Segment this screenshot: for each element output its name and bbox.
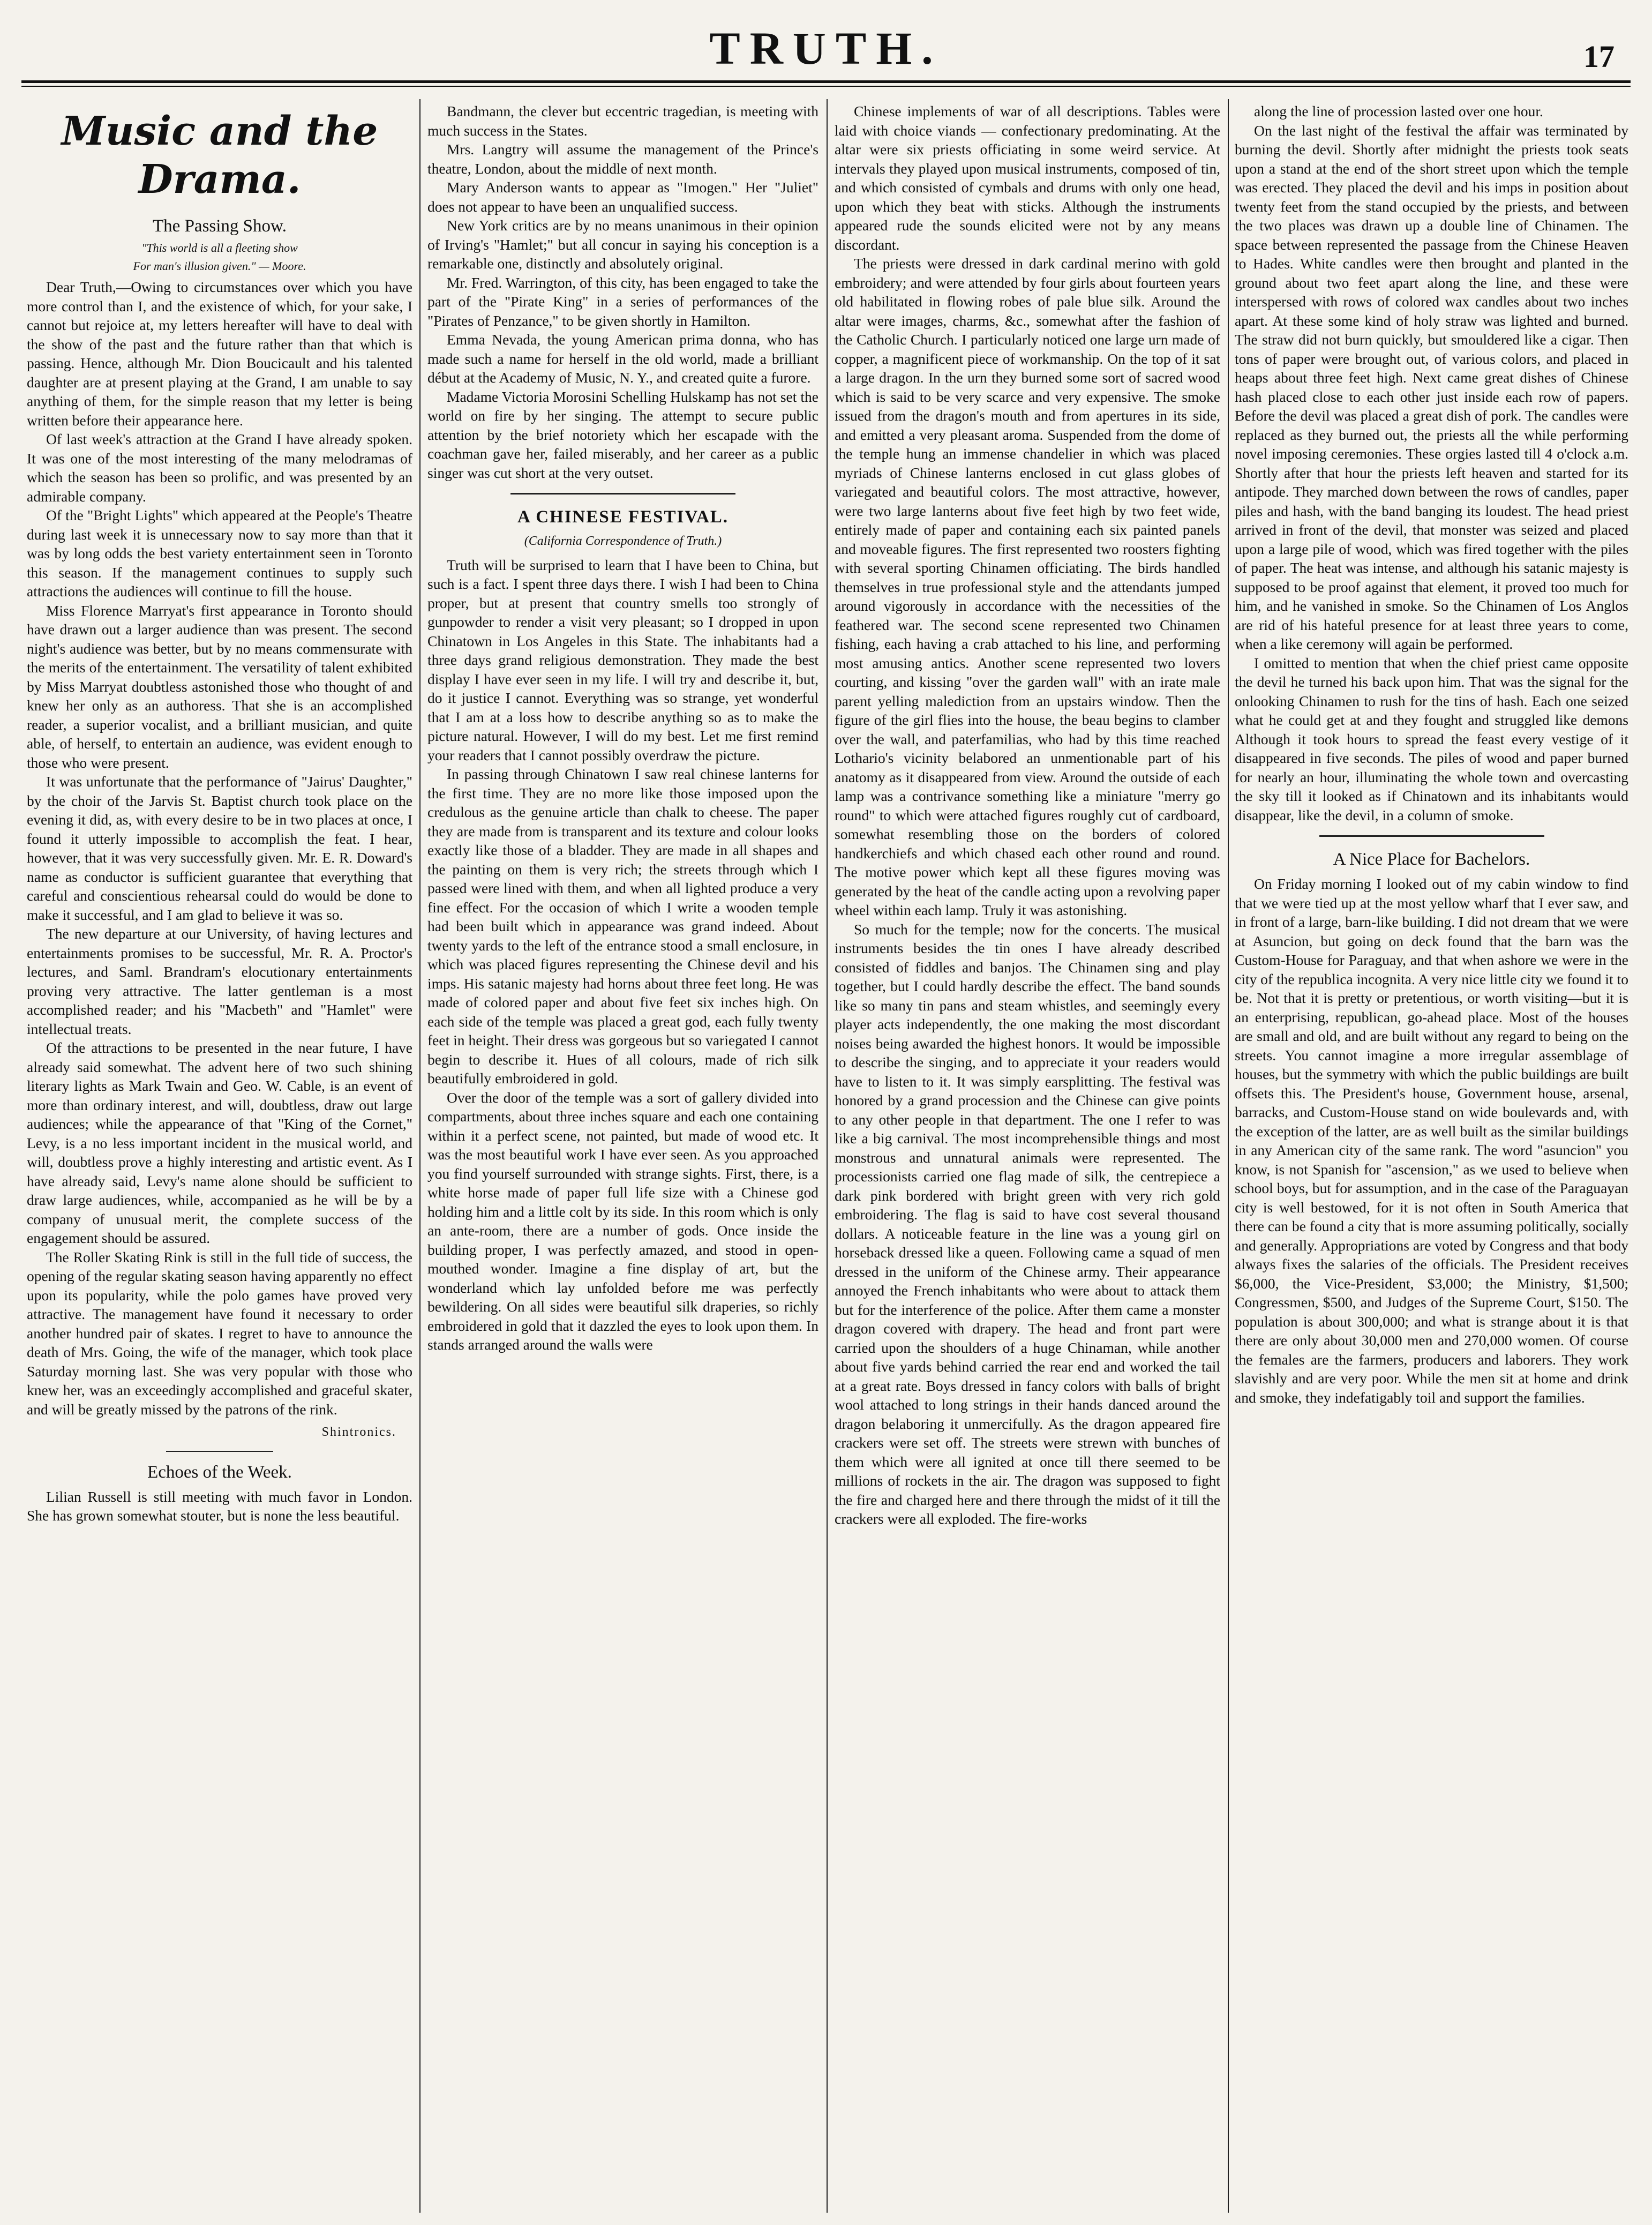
column-divider xyxy=(1228,99,1229,2213)
paragraph: I omitted to mention that when the chief priest came opposite the devil he turned his back upon him. That was the signal for the onlooking Chinamen to rush for the tins of hash. Each one seized what he could get at and they fought and struggled like demons Although it took hours to spread the feast every vestige of it disappeared in five seconds. The piles of wood and paper burned for nearly an hour, illuminating the whole town and overcasting the sky till it looked as if Chinatown and its inhabitants would disappear, like the devil, in a column of smoke. xyxy=(1235,654,1628,823)
paragraph: Madame Victoria Morosini Schelling Hulskamp has not set the world on fire by her singing. The attempt to secure public attention by the brief notoriety which her escapade with the coachman gave her, failed miserably, and her career as a public singer was cut short at the very outset. xyxy=(427,388,819,481)
paragraph: The priests were dressed in dark cardinal merino with gold embroidery; and were attended by four girls about fourteen years old habilitated in flowing robes of pale blue silk. Around the altar were images, charms, &c., somewhat after the fashion of the Catholic Church. I particularly noticed one large urn made of copper, a magnificent piece of workmanship. On the top of it sat a large dragon. In the urn they burned some sort of sacred wood which is said to be very scarce and very expensive. The smoke issued from the dragon's mouth and from apertures in its side, and emitted a very pleasant aroma. Suspended from the dome of the temple hung an immense chandelier in which was placed myriads of Chinese lanterns enclosed in cut glass globes of variegated and beautiful colors. The most attractive, however, were two large lanterns about five feet high by two feet wide, entirely made of paper and containing each six painted panels and moveable figures. The first represented two roosters fighting with several sporting Chinamen officiating. The birds handled themselves in true professional style and the attendants jumped around vigorously in accordance with the necessities of the feathered war. The second scene represented two Chinamen fishing, each having a crab attached to his line, and performing most amusing antics. Another scene represented two lovers courting, and kissing "over the garden wall" with an irate male parent yelling malediction from an upstairs window. Then the figure of the girl flies into the house, the beau begins to clamber over the wall, and paterfamilias, who had by this time reached Lothario's vicinity belabored an unmentionable part of his anatomy as it disappeared from view. Around the outside of each lamp was a contrivance something like a miniature "merry go round" to which were attached figures roughly cut of cardboard, somewhat resembling those on the borders of colored handkerchiefs and which chased each other round and round. The motive power which kept all these figures moving was generated by the heat of the candle acting upon a revolving paper wheel within each lamp. Truly it was astonishing. xyxy=(835,255,1220,918)
column-2 xyxy=(427,102,819,2207)
paragraph: Lilian Russell is still meeting with much favor in London. She has grown somewhat stouter, but is none the less beautiful. xyxy=(27,1488,412,1524)
masthead-rule xyxy=(21,80,1631,83)
masthead-title: TRUTH. xyxy=(709,23,943,74)
article-signature: Shintronics. xyxy=(321,1425,396,1439)
column-divider xyxy=(419,99,420,2213)
paragraph: Dear Truth,—Owing to circumstances over which you have more control than I, and the existence of which, for your sake, I cannot but rejoice at, my letters hereafter will have to deal with the show of the past and the future rather than that which is passing. Hence, although Mr. Dion Boucicault and his talented daughter are at present playing at the Grand, I am unable to say anything of them, for the simple reason that my letter is being written before their appearance here. xyxy=(27,279,412,429)
paragraph: Mary Anderson wants to appear as "Imogen." Her "Juliet" does not appear to have been an unqualified success. xyxy=(427,179,819,215)
paragraph: So much for the temple; now for the concerts. The musical instruments besides the tin ones I have already described consisted of fiddles and banjos. The Chinamen sing and play together, but I could hardly describe the effect. The band sounds like so many tin pans and steam whistles, and seemingly every player acts independently, the one making the most discordant noises being awarded the highest honors. It would be impossible to describe the singing, and to appreciate it your readers would have to listen to it. It was simply earsplitting. The festival was honored by a grand procession and the Chinese can give points to any other people in that department. The one I refer to was like a big carnival. The most incomprehensible things and most monstrous and unnatural animals were represented. The processionists carried one flag made of silk, the centrepiece a dark pink bordered with bright green with very rich gold embroidering. The flag is said to have cost several thousand dollars. A noticeable feature in the line was a young girl on horseback dressed like a queen. Following came a squad of men dressed in the uniform of the Chinese army. Their appearance annoyed the French inhabitants who were about to attack them but for the interference of the police. After them came a monster dragon covered with drapery. The head and front part were carried upon the shoulders of a huge Chinaman, while another about five yards behind carried the rear end and worked the tail at a great rate. Boys dressed in fancy colors with balls of bright wool attached to long strings in their hands danced around the dragon belaboring it unmercifully. As the dragon appeared fire crackers were set off. The streets were strewn with bunches of them which were all ignited at once till there seemed to be millions of rockets in the air. The dragon was supposed to fight the fire and charged here and there through the midst of it till the crackers were all exploded. The fire-works xyxy=(835,920,1220,1527)
paragraph: Of the attractions to be presented in the near future, I have already said somewhat. The advent here of two such shining literary lights as Mark Twain and Geo. W. Cable, is an event of more than ordinary interest, and will, doubtless, draw out large audiences; while the appearance of that "King of the Cornet," Levy, is a no less important incident in the musical world, and will, doubtless prove a highly interesting and artistic event. As I have already said, Levy's name alone should be sufficient to draw large audiences, while, accompanied as he will be by a company of unusual merit, the complete success of the engagement should be assured. xyxy=(27,1039,412,1246)
paragraph: On Friday morning I looked out of my cabin window to find that we were tied up at the most yellow wharf that I ever saw, and in front of a large, barn-like building. I did not dream that we were at Asuncion, but going on deck found that the barn was the Custom-House for Paraguay, and that when ashore we were in the city of the republica incognita. A very nice little city we found it to be. Not that it is pretty or pretentious, or worth visiting—but it is an enterprising, republican, go-ahead place. Most of the houses are small and old, and are built without any regard to being on the streets. You cannot imagine a more irregular assemblage of houses, but the symmetry with which the public buildings are built offsets this. The President's house, Government house, arsenal, barracks, and Custom-House stand on wide boulevards and, with the exception of the latter, are as well built as the similar buildings in any American city of the same rank. The word "asuncion" you know, is not Spanish for "ascension," as we used to believe when school boys, but for assumption, and in the case of the Paraguayan city is well bestowed, for it is not often in South America that there can be found a city that is more assuming politically, socially and generally. Appropriations are voted by Congress and that body always fixes the salaries of the officials. The President receives $6,000, the Vice-President, $3,000; the Ministry, $1,500; Congressmen, $500, and Judges of the Supreme Court, $150. The population is about 300,000; and what is strange about it is that there are only about 30,000 men and 270,000 women. Of course the females are the farmers, producers and laborers. They work slavishly and are very poor. While the men sit at home and drink and smoke, they indefatigably toil and support the families. xyxy=(1235,875,1628,1406)
column-3 xyxy=(835,102,1220,2207)
article-heading: A CHINESE FESTIVAL. xyxy=(517,507,729,527)
epigraph-line: "This world is all a fleeting show xyxy=(141,241,298,254)
masthead xyxy=(0,0,1652,86)
article-heading: Echoes of the Week. xyxy=(147,1462,292,1482)
paragraph: Emma Nevada, the young American prima donna, who has made such a name for herself in the old world, made a brilliant début at the Academy of Music, N. Y., and created quite a furore. xyxy=(427,331,819,386)
paragraph: Of the "Bright Lights" which appeared at the People's Theatre during last week it is unnecessary now to say more than that it was by long odds the best variety entertainment seen in Toronto this season. If the management continues to supply such attractions the audiences will continue to fill the house. xyxy=(27,507,412,600)
epigraph-line: For man's illusion given." — Moore. xyxy=(133,259,306,273)
paragraph: along the line of procession lasted over one hour. xyxy=(1254,103,1543,119)
article-byline: (California Correspondence of Truth.) xyxy=(524,534,722,548)
masthead-rule-thin xyxy=(21,86,1631,87)
separator-rule xyxy=(166,1451,273,1452)
paragraph: Miss Florence Marryat's first appearance in Toronto should have drawn out a larger audience than was present. The second night's audience was better, but by no means commensurate with the merits of the entertainment. The versatility of talent exhibited by Miss Marryat doubtless astonished those who thought of and knew her only as an authoress. That she is an accomplished reader, a superior vocalist, and a brilliant musician, and quite able, of herself, to entertain an audience, was evident enough to those who were present. xyxy=(27,602,412,771)
paragraph: The new departure at our University, of having lectures and entertainments promises to be successful, Mr. R. A. Proctor's lectures, and Saml. Brandram's elocutionary entertainments proving very attractive. The latter gentleman is a most accomplished reader; and his "Macbeth" and "Hamlet" were intellectual treats. xyxy=(27,925,412,1037)
article-heading: A Nice Place for Bachelors. xyxy=(1333,850,1530,869)
page-number: 17 xyxy=(1583,39,1615,74)
paragraph: It was unfortunate that the performance of "Jairus' Daughter," by the choir of the Jarvis St. Baptist church took place on the evening it did, as, with every desire to be in two places at once, I found it utterly impossible to accomplish the feat. I hear, however, that it was very successfully given. Mr. E. R. Doward's name as conductor is sufficient guarantee that everything that careful and conscientious rehearsal could do would be done to make it successful, and I am glad to believe it was so. xyxy=(27,773,412,923)
column-1 xyxy=(27,102,412,2207)
section-title: Music and the Drama. xyxy=(61,108,378,203)
paragraph: Over the door of the temple was a sort of gallery divided into compartments, about three inches square and each one containing within it a perfect scene, not painted, but made of wood etc. It was the most beautiful work I have ever seen. As you approached you find yourself surrounded with strange sights. First, there, is a white horse made of paper full life size with a Chinese god holding him and a little colt by its side. In this room which is only an ante-room, there are a number of gods. Once inside the building proper, I was perfectly amazed, and stood in open-mouthed wonder. Imagine a fine display of art, but the wonderland which lay unfolded before me was perfectly bewildering. On all sides were beautiful silk draperies, so richly embroidered in gold that it dazzled the eyes to look upon them. In stands arranged around the walls were xyxy=(427,1089,819,1353)
paragraph: New York critics are by no means unanimous in their opinion of Irving's "Hamlet;" but all concur in saying his conception is a remarkable one, distinctly and absolutely original. xyxy=(427,217,819,272)
paragraph: Truth will be surprised to learn that I have been to China, but such is a fact. I spent three days there. I wish I had been to China proper, but at present that country smells too strongly of gunpowder to render a visit very pleasant; so I dropped in upon Chinatown in Los Angeles in this State. The inhabitants had a three days grand religious demonstration. They made the best display I have ever seen in my life. I will try and describe it, but, do it justice I cannot. Everything was so strange, yet wonderful that I am at a loss how to describe anything so as to make the picture natural. However, I will do my best. Let me first remind your readers that I cannot possibly overdraw the picture. xyxy=(427,556,819,763)
paragraph: On the last night of the festival the affair was terminated by burning the devil. Shortly after midnight the priests took seats upon a stand at the end of the short street upon which the temple was erected. They placed the devil and his imps in position about twenty feet from the stand occupied by the priests, and between the two places was drawn up a double line of Chinamen. The space between represented the passage from the Chinese Heaven to Hades. White candles were then brought and planted in the ground about two feet apart along the line, and these were interspersed with rows of colored wax candles about two inches apart. At these some kind of holy straw was lighted and burned. The straw did not burn quickly, but smouldered like a cigar. Then tons of paper were brought out, of various colors, and placed in heaps about three feet high. Next came great dishes of Chinese hash placed close to each other just inside each row of papers. Before the devil was placed a great dish of pork. The candles were replaced as they burned out, the priests all the while performing novel imposing ceremonies. These orgies lasted till 4 o'clock a.m. Shortly after that hour the priests left heaven and started for its antipode. They marched down between the rows of candles, paper piles and hash, with the band banging its loudest. The head priest arrived in front of the devil, that monster was seized and placed upon a large pile of wood, which was fired together with the piles of paper. The heat was intense, and although his satanic majesty is supposed to be proof against that element, it proved too much for him, and he vanished in smoke. So the Chinamen of Los Anglos are rid of his hateful presence for at least three years to come, when a like ceremony will again be performed. xyxy=(1235,122,1628,652)
column-4 xyxy=(1235,102,1628,2207)
separator-rule xyxy=(510,493,735,495)
article-heading: The Passing Show. xyxy=(153,216,287,236)
paragraph: Bandmann, the clever but eccentric tragedian, is meeting with much success in the States. xyxy=(427,103,819,139)
separator-rule xyxy=(1319,835,1544,837)
paragraph: Mr. Fred. Warrington, of this city, has been engaged to take the part of the "Pirate King" in a series of performances of the "Pirates of Penzance," to be given shortly in Hamilton. xyxy=(427,274,819,329)
column-divider xyxy=(827,99,828,2213)
paragraph: In passing through Chinatown I saw real chinese lanterns for the first time. They are no more like those imposed upon the credulous as the genuine article than chalk to cheese. The paper they are made from is transparent and its texture and colour looks exactly like those of a bladder. They are made in all shapes and the painting on them is very rich; the streets through which I passed were lined with them, and when all lighted produce a very fine effect. For the occasion of which I write a wooden temple had been built which in appearance was grand indeed. About twenty yards to the left of the entrance stood a small enclosure, in which was placed figures representing the Chinese devil and his imps. His satanic majesty had horns about three feet long. He was made of colored paper and about five feet six inches high. On each side of the temple was placed a great god, each fully twenty feet in height. Their dress was gorgeous but so variegated I cannot begin to describe it. Hues of all colours, made of rich silk beautifully embroidered in gold. xyxy=(427,766,819,1087)
paragraph: Mrs. Langtry will assume the management of the Prince's theatre, London, about the middle of next month. xyxy=(427,141,819,177)
paragraph: The Roller Skating Rink is still in the full tide of success, the opening of the regular skating season having apparently no effect upon its popularity, while the polo games have proved very attractive. The management have found it necessary to order another hundred pair of skates. I regret to have to announce the death of Mrs. Going, the wife of the manager, which took place Saturday morning last. She was very popular with those who knew her, was an exceedingly accomplished and graceful skater, and will be greatly missed by the patrons of the rink. xyxy=(27,1248,412,1418)
paragraph: Of last week's attraction at the Grand I have already spoken. It was one of the most interesting of the many melodramas of which the season has been so prolific, and was presented by an admirable company. xyxy=(27,431,412,505)
paragraph: Chinese implements of war of all descriptions. Tables were laid with choice viands — confectionary predominating. At the altar were six priests officiating in some weird service. At intervals they played upon musical instruments, composed of tin, and which consisted of cymbals and drums with only one head, upon which they beat with sticks. Although the instruments appeared rude the sounds elicited were not by any means discordant. xyxy=(835,103,1220,253)
